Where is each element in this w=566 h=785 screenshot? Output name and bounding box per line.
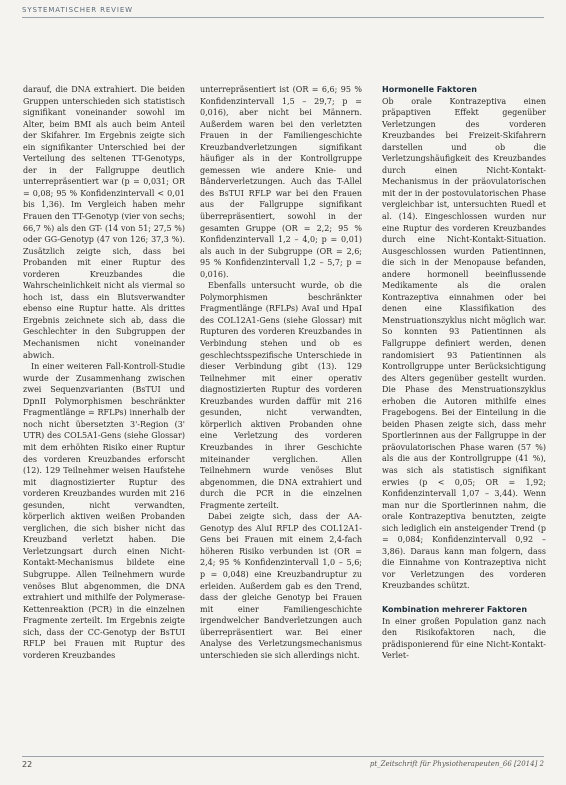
text-column-right bbox=[382, 84, 546, 746]
section-heading-hormonal-factors: Hormonelle Faktoren bbox=[382, 85, 477, 94]
footer-rule bbox=[22, 756, 544, 757]
page-number: 22 bbox=[22, 760, 33, 769]
paragraph: unterrepräsentiert ist (OR = 6,6; 95 % Konfidenzintervall 1,5 – 29,7; p = 0,016), aber nicht bei Männern. Außerdem waren bei den verletzten Frauen in der Familiengeschichte Kreuzbandverletzungen signifikant häufiger als in der Kontrollgruppe gemessen wie andere Knie- und Bänderverletzungen. Auch das T-Allel des BsTUI RFLP war bei den Frauen aus der Fallgruppe signifikant überrepräsentiert, sowohl in der gesamten Gruppe (OR = 2,2; 95 % Konfidenzintervall 1,2 – 4,0; p = 0,01) als auch in der Subgruppe (OR = 2,6; 95 % Konfidenzintervall 1,2 – 5,7; p = 0,016). bbox=[200, 85, 362, 279]
section-heading-combined-factors: Kombination mehrerer Faktoren bbox=[382, 605, 528, 615]
paragraph: Dabei zeigte sich, dass der AA-Genotyp des AluI RFLP des COL12A1-Gens bei Frauen mit einem 2,4-fach höheren Risiko verbunden ist (OR = 2,4; 95 % Konfidenzintervall 1,0 – 5,6; p = 0,048) eine Kreuzbandruptur zu erleiden. Außerdem gab es den Trend, dass der gleiche Genotyp bei Frauen mit einer Familiengeschichte irgendwelcher Bandverletzungen auch überrepräsentiert war. Bei einer Analyse des Verletzungsmechanismus unterschieden sie sich allerdings nicht. bbox=[200, 512, 362, 660]
header-rule bbox=[22, 17, 544, 18]
text-column-left bbox=[23, 84, 185, 746]
paragraph: Ebenfalls untersucht wurde, ob die Polymorphismen beschränkter Fragmentlänge (RFLPs) AvaI und HpaI des COL12A1-Gens (siehe Glossar) mit Rupturen des vorderen Kreuzbandes in Verbindung stehen und ob es geschlechtsspezifische Unterschiede in dieser Verbindung gibt (13). 129 Teilnehmer mit einer operativ diagnostizierten Ruptur des vorderen Kreuzbandes wurden daffür mit 216 gesunden, nicht verwandten, körperlich aktiven Probanden ohne eine Verletzung des vorderen Kreuzbandes in ihrer Geschichte miteinander verglichen. Allen Teilnehmern wurde venöses Blut abgenommen, die DNA extrahiert und durch die PCR in die einzelnen Fragmente zerteilt. bbox=[200, 281, 362, 510]
running-head: SYSTEMATISCHER REVIEW bbox=[22, 6, 133, 14]
text-column-middle bbox=[200, 84, 362, 746]
journal-citation: pt_Zeitschrift für Physiotherapeuten_66 [2014] 2 bbox=[369, 760, 544, 768]
paragraph: In einer großen Population ganz nach den Risikofaktoren nach, die prädisponierend für eine Nicht-Kontakt-Verlet- bbox=[382, 616, 546, 661]
paragraph: In einer weiteren Fall-Kontroll-Studie wurde der Zusammenhang zwischen zwei Sequenzvarianten (BsTUI und DpnII Polymorphismen beschränkter Fragmentlänge = RFLPs) innerhalb der noch nicht übersetzten 3'-Region (3' UTR) des COL5A1-Gens (siehe Glossar) mit dem erhöhten Risiko einer Ruptur des vorderen Kreuzbandes erforscht (12). 129 Teilnehmer weisen Haufstehe mit diagnostizierter Ruptur des vorderen Kreuzbandes wurden mit 216 gesunden, nicht verwandten, körperlich aktiven weißen Probanden verglichen, die sich bisher nicht das Kreuzband verletzt haben. Die Verletzungsart durch einen Nicht-Kontakt-Mechanismus bildete eine Subgruppe. Allen Teilnehmern wurde venöses Blut abgenommen, die DNA extrahiert und mithilfe der Polymerase-Kettenreaktion (PCR) in die einzelnen Fragmente zerteilt. Im Ergebnis zeigte sich, dass der CC-Genotyp der BsTUI RFLP bei Frauen mit Ruptur des vorderen Kreuzbandes bbox=[23, 362, 185, 660]
paragraph: Ob orale Kontrazeptiva einen präpaptiven Effekt gegenüber Verletzungen des vorderen Kreuzbandes bei Freizeit-Skifahrern darstellen und ob die Verletzungshäufigkeit des Kreuzbandes durch einen Nicht-Kontakt-Mechanismus in der präovulatorischen mit der in der postovulatorischen Phase vergleichbar ist, untersuchten Ruedl et al. (14). Eingeschlossen wurden nur eine Ruptur des vorderen Kreuzbandes durch eine Nicht-Kontakt-Situation. Ausgeschlossen wurden Patientinnen, die sich in der Menopause befanden, andere hormonell beeinflussende Medikamente als die oralen Kontrazeptiva einnahmen oder bei denen eine Klassifikation des Menstruationszyklus nicht möglich war. So konnten 93 Patientinnen als Fallgruppe definiert werden, denen randomisiert 93 Patientinnen als Kontrollgruppe unter Berücksichtigung des Alters gegenüber gestellt wurden. Die Phase des Menstruationszyklus erhoben die Autoren mithilfe eines Fragebogens. Bei der Einteilung in die beiden Phasen zeigte sich, dass mehr Sportlerinnen aus der Fallgruppe in der präovulatorischen Phase waren (57 %) als die aus der Kontrollgruppe (41 %), was sich als statistisch signifikant erwies (p < 0,05; OR = 1,92; Konfidenzintervall 1,07 – 3,44). Wenn man nur die Sportlerinnen nahm, die orale Kontrazeptiva benutzten, zeigte sich lediglich ein ansteigender Trend (p = 0,084; Konfidenzintervall 0,92 – 3,86). Daraus kann man folgern, dass die Einnahme von Kontrazeptiva nicht vor Verletzungen des vorderen Kreuzbandes schützt. bbox=[382, 96, 546, 591]
paragraph: darauf, die DNA extrahiert. Die beiden Gruppen unterschieden sich statistisch signifikant voneinander sowohl im Alter, beim BMI als auch beim Anteil der Skifahrer. Im Ergebnis zeigte sich ein signifikanter Unterschied bei der Verteilung des seltenen TT-Genotyps, der in der Fallgruppe deutlich unterrepräsentiert war (p = 0,031; OR = 0,08; 95 % Konfidenzintervall < 0,01 bis 1,36). Im Vergleich haben mehr Frauen den TT-Genotyp (vier von sechs; 66,7 %) als den GT- (14 von 51; 27,5 %) oder GG-Genotyp (47 von 126; 37,3 %). Zusätzlich zeigte sich, dass bei Probanden mit einer Ruptur des vorderen Kreuzbandes die Wahrscheinlichkeit nicht als viermal so hoch ist, dass ein Blutsverwandter ebenso eine Ruptur hatte. Als drittes Ergebnis zeichnete sich ab, dass die Geschlechter in den Subgruppen der Mechanismen nicht voneinander abwich. bbox=[23, 85, 185, 360]
